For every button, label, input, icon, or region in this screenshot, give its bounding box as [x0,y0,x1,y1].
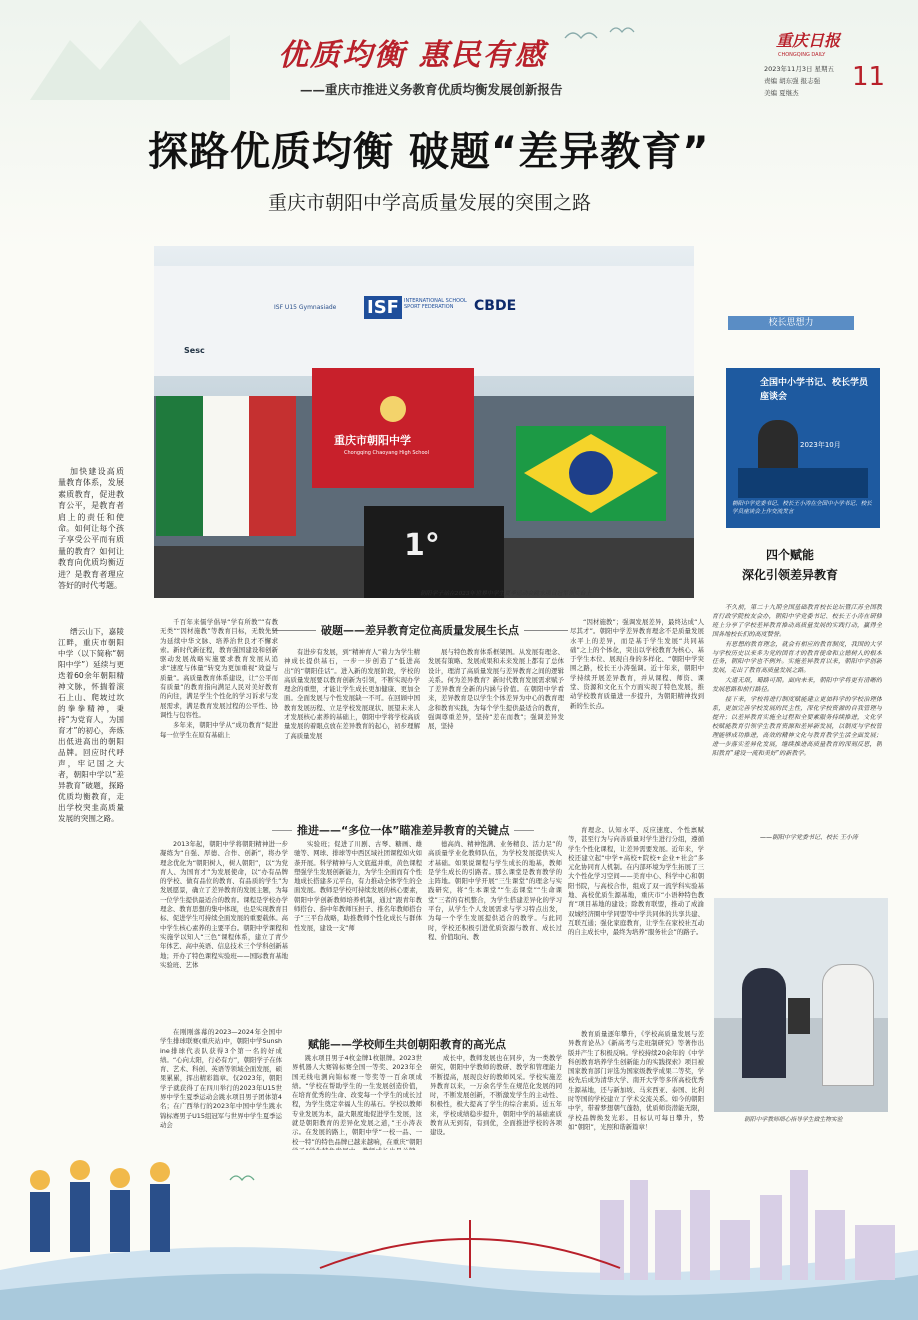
sidebar-p2: 有思想的教育理念，就会有相应的教育制度，我国的大学与学校历史以来多为党的国育才的教育使命和立德树人的根本任务，朝阳中学也不例外。实施差异教育以来，朝阳中学创新发展，走出了教育高质量发展之路。 [712,640,882,675]
sidebar-photo-date: 2023年10月 [800,441,841,449]
s2-col1: 2013年起，朝阳中学将朝阳精神进一步凝练为“自强、厚德、合作、创新”，将办学理念优化为“朝阳树人，树人朝阳”，以“为党育人、为国育才”为发展使命，以“办有品牌的学校、做有品位的教育、有品质的学生”为发展愿景，确立了差异教育的发展主题，为每一位学生提供最适合的教育。课程是学校办学理念、教育思想的集中体现，也是实现教育目标、促进学生可持续全面发展的重要载体。高中学生核心素养的主要平台。朝阳中学课程和实施学以知人“三色”课程体系，建立了青少年体艺、高中英语、信息技术三个学科创新基地；开办了特色课程实验班——国际教育基地实验班、艺体 [160,840,288,969]
student-figure [742,968,786,1078]
flag-text: 重庆市朝阳中学 [334,434,411,447]
sidebar-p1: 不久前，第二十九期全国基础教育校长论坛暨江苏全国教育行政学院校友会办，朝阳中学党委书记、校长王小涛在研修班上分享了学校差异教育推动高质量发展的实践行动，赢得全国各地校长们的高度赞誉。 [712,604,882,638]
section3-title [308,1036,506,1052]
sidebar-tag: 校长思想力 [728,316,854,330]
sidebar-title-1: 四个赋能 [766,548,815,562]
sidebar-photo [726,368,880,528]
sidebar-body [712,604,882,828]
banner-subtitle: ——重庆市推进义务教育优质均衡发展创新报告 [300,82,563,97]
teacher-figure [822,964,874,1086]
s1-col1-p1: 千百年来儒学倡导“学有所教”“有教无类”“因材施教”等教育目标，无数先贤为延续中华文脉、培养治世良才不懈求索。新时代新征程，教育强国建设和创新驱动发展战略实施要求教育发展从追求“速度与体量”转变为更加重视“效益与质量”。高质量教育体系建设，让“公平而有质量”的教育指向满足人民对美好教育的向往，满足学生个性化的学习诉求与发展需求，满足教育发展过程的公平性、协调性与包容性。 [160,618,278,719]
issue-date: 2023年11月3日 星期五 [764,65,835,73]
brazil-flag [516,426,666,521]
flag-text-en: Chongqing Chaoyang High School [344,450,429,456]
sponsor-wall [154,266,694,376]
s2-col2: 实验班；促进了川剧、古琴、糖画、雄驰等、网球、排球等中西区域社团课程如火如荼开展。科学精神与人文底蕴并重，黄色课程塑强学生发展创新能力，为学生全面而有个性地成长搭建多元平台，有力推动全体学生的全面发展。教师是学校可持续发展的核心要素，朝阳中学创新教师培养机制，通过“跟青年教师搭台、指中年教师压担子、推名年教师搭台子”三平台战略，助推教师个性化成长与群体性发展，建设一支“师 [294,840,422,932]
sidebar-p3: 大道无垠，蜀路可期。面向未来，朝阳中学将更有清晰的发展思路和前行路径。 [712,677,882,694]
headline: 探路优质均衡 破题“差异教育” [148,129,710,175]
podium [364,506,504,598]
lab-photo [714,898,888,1112]
section1-title [272,622,568,638]
microscope-icon [788,998,810,1034]
lead-text: 缙云山下，嘉陵江畔，重庆市朝阳中学（以下简称“朝阳中学”）延续与更迭着60余年朝阳精神文脉，怀揣着滚石上山、爬坡过坎的拳拳精神，秉持“为党育人，为国育才”的初心，奔炼出低进高出的朝阳品牌。回应时代呼声，牢记国之大者，朝阳中学以“差异教育”破题，探路优质均衡教育，走出学校突韭高质量发展的突围之路。 [58,627,124,823]
decor-mountain-icon [30,10,230,100]
school-flag [312,368,474,488]
sidebar-photo-title: 全国中小学书记、校长学员座谈会 [760,378,869,402]
s3-col3: 成长中，教师发展也在同步，为一类教学研究，朝阳中学教师的教研、教学和管理能力不断提高，展现良好的教师风采。学校实施差异教育以来，一万余名学生在规范化发展的同时，不断发展创新，不断激发学生的主动性、积极性，极大提高了学生的综合素质。近五年来，学校成绩稳步提升，朝阳中学的基础素质教育从无到有，有到优，全面推进学校的各项建设。 [430,1054,562,1137]
s1-col2: 有进步有发展，到“精神育人”着力为学生精神成长提供基石，一步一步创造了“低进高出”的“朝阳佳话”。进入新的发展阶段，学校的高质量发展要以教育创新为引领，不断实现办学理念的重塑，才能让学生成长更加健康、更加全面。全面发展与个性发展缺一不可。在回顾中国教育发展历程、立足学校发展现状、展望未来人才发展核心素养的基础上，朝阳中学将学校高质量发展的着眼点放在差异教育的起心，初步理解了高质量发展 [284,648,420,740]
s2-col3: 德高尚、精神饱满、业务精良、活力足”的高质量学业化教师队伍，为学校发展提供实人才基础。如果说课程与学生成长的地基，教师是学生成长的引路者。那么课堂是教育教学的主阵地。朝阳中学开展“三生课堂”的理念与实践研究，将“生本课堂”“生态课堂”“生命课堂”三者的有机整合，为学生搭建差异化的学习平台，从学生个人发展需求与学习特点出发，为每一个学生发展提供适合的教学。与此同时，学校还积极引进优质资源与教育、成长过程、价值取向、教 [428,840,562,941]
s3-col1: 在刚刚落幕的2023—2024年全国中学生排球联赛(重庆站)中，朝阳中学Sunshine排球代表队获得3个第一名的好成绩。“心向太阳，行必有方”，朝阳学子在体育、艺术、科创、英语等领域全面发展，硕果累累，挥出精彩篇章。仅2023年，朝阳学子就获得了在四川举行的2023年U15世界中学生夏季运动会跳水项目男子团体第4名；在广西举行的2023年中国中学生跳水锦标赛男子U15组冠军与世界中学生夏季运动会 [160,1028,282,1129]
s1-col1-p2: 多年来，朝阳中学从“成功教育”促进每一位学生在原有基础上 [160,721,278,739]
sign-isf-u15: ISF U15 Gymnasiade [274,304,337,311]
s3-col4: 教育质量逐年攀升，《学校高质量发展与差异教育论丛》《新高考与走班制研究》等著作出版并产生了积极反响。学校持续20余年的《中学科创教育培养学生创新能力的实践探索》项目被国家教育部门评选为国家级教学成果二等奖，学校先后成为清华大学、南开大学等多所高校优秀生源基地，还与新加坡、马来西亚、泰国、比利时等国的学校建立了学术交流关系。如今的朝阳中学，带着梦想朝气蓬勃，优质师资潜能无限，学校品牌焕发光彩。目标认可每日攀升，势如“朝阳”，光照和谐新篇章！ [568,1030,704,1131]
sidebar-sign: ——朝阳中学党委书记、校长 王小涛 [760,834,858,841]
subheadline: 重庆市朝阳中学高质量发展的突围之路 [268,192,592,214]
main-photo-caption: 朝阳学子站在2023年世界中学生夏季运动会跳水项目冠军领奖台上 [420,591,592,597]
intro-text: 加快建设高质量教育体系，发展素质教育，促进教育公平，是教育者肩上的责任和使命。如何让每个孩子享受公平而有质量的教育？如何让教育向优质均衡迈进？是教育者理应答好的时代考题。 [58,467,124,591]
s1-col3: 展与特色教育体系框架图。从发展有理念、发展有策略、发展成果和未来发展上都有了总体设计，理清了高质量发展与差异教育之间的逻辑关系。何为差异教育？新时代教育发展需求赋予了差异教育全新的内涵与价值。在朝阳中学看来，差异教育是以学生个体差异为中心的教育理念和教育实践，为每个学生提供最适合的教育，强调尊重差异，坚持“差在而教”；强调差异发展，坚持 [428,648,564,731]
section2-title [272,822,534,838]
main-photo [154,246,694,598]
section1-title-text: 破题——差异教育定位高质量发展生长点 [321,624,519,637]
paper-logo-en: CHONGQING DAILY [778,52,826,58]
sign-sesc: Sesc [184,346,205,355]
sign-isf: ISF [364,296,402,319]
sign-isf-full: INTERNATIONAL SCHOOL SPORT FEDERATION [404,298,467,310]
s1-col1 [160,618,278,814]
designer-line: 美编 夏继杰 [764,89,799,97]
s3-col2: 跳水项目男子4枚金牌1枚银牌。2023世界机器人大赛锦标赛全国一等奖、2023年全国无线电测向锦标赛一等奖等一百余项成绩。“学校在帮助学生的一生发展创造价值，在培育优秀的生命、改变每一个学生的成长过程，为学生奠定幸福人生的基石。学校以教师专业发展为本，最大限度地促进学生发展，这就是朝阳教育的差异化发展之道，”王小涛表示。在发展的路上，朝阳中学“一校一品、一校一特”的特色品牌已越来越响，在重庆“朝阳 [292,1054,422,1146]
banner-title: 优质均衡 惠民有感 [278,38,547,73]
page-number: 11 [852,62,886,92]
podium-label: 1° [404,528,440,563]
sign-cbde: CBDE [474,298,517,314]
sidebar-photo-caption: 朝阳中学党委书记、校长王小涛在全国中小学书记、校长学员座谈会上作交流发言 [732,501,872,515]
editor-line: 责编 胡东强 报志强 [764,77,821,85]
bottom-illustration [0,1150,918,1320]
paper-logo: 重庆日报 [776,31,841,50]
mexico-flag [156,396,296,536]
s2-col4: 育理念、认知水平、反应速度、个性禀赋等，甚至行为与向善质量对学生进行分组，遵循学生个性化课程，让差异需要发展。近年来，学校还建立起“中学+高校+院校+企业+社会”多元化协同育人机制。在内部环境为学生拓展了三大个性化学习空间——美育中心、科学中心和朝阳书院，与高校合作，组成了双一流学科实验基地、高校优质生源基地，重庆市“小语种特色教育”项目基地的建设；除教育联盟，推动了成渝双城经济圈中学同盟等中学共同体的共享共建、互联互通；强化家庭教育，让学生在家校社互动的自主成长中，最终为培养“服务社会”的路子。 [568,826,704,937]
decor-birds-icon [560,18,650,48]
sidebar-title-2: 深化引领差异教育 [742,568,839,582]
section2-title-text: 推进——“多位一体”瞄准差异教育的关键点 [297,824,510,837]
s1-col4: “因材施教”；强调发展差异，最终达成“人尽其才”。朝阳中学差异教育理念不是质量发展水平上的差异，而是基于学生发展“共同基础”之上的个体化，突出以学校教育为核心、基于学生本位、展现自身的多样化、“朝阳中学突围之路，校长王小涛强调。近十年来，朝阳中学持续开展差异教育，并从课程、师资、课堂、资源和文化五个方面实现了特色发展，推动学校教育质量进一步提升，为朝阳精神找到新的生长点。 [570,618,704,710]
lab-photo-caption: 朝阳中学教师细心指导学生做生物实验 [744,1117,843,1123]
sidebar-p4: 接下来，学校将进行制度赋能建立更加科学的学校治理体系，更加完善学校发展的民主性，深化学校资源的自我管理与提升；以差异教育实施全过程和全要素服务持续推进，文化学校赋能教育引领学生教育资源和差异新发展，以制度与学校管理能够成功推进，高效的精神文化与教育教学生活全面发展；进一步落实差异化发展，继续推进高质量教育的深刻反思，朝阳教育“建设一流和美好”的新教学。 [712,696,882,757]
section3-title-text: 赋能——学校师生共创朝阳教育的高光点 [308,1038,506,1051]
